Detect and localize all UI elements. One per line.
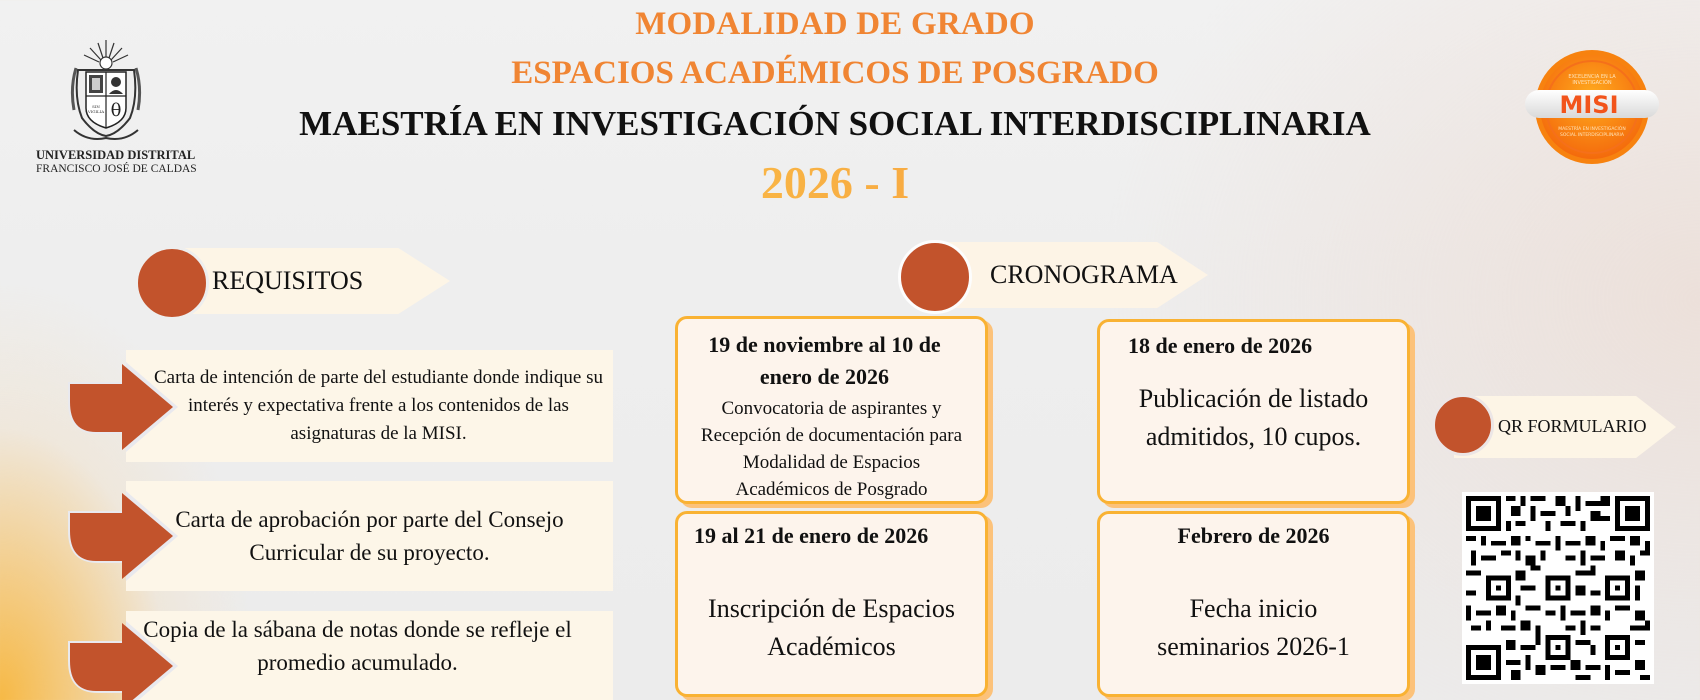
svg-text:MISI: MISI [1559,91,1619,119]
svg-text:MAESTRÍA EN INVESTIGACIÓN: MAESTRÍA EN INVESTIGACIÓN [1558,127,1626,132]
university-crest-icon [68,38,144,146]
requisito-item-2 [68,481,613,591]
requisito-text-2: Carta de aprobación por parte del Consejo Curricular de su proyecto. [126,481,613,591]
university-logo [36,38,197,175]
requisitos-circle-icon [135,246,209,320]
university-subname: FRANCISCO JOSÉ DE CALDAS [36,163,197,175]
requisito-item-3 [68,611,613,700]
section-header-requisitos [135,246,450,316]
title-period: 2026 - I [0,156,1670,209]
requisito-text-1: Carta de intención de parte del estudiante donde indique su interés y expectativa frente a los contenidos de las asignaturas de la MISI. [126,350,613,462]
cronograma-card-4 [1097,511,1410,697]
university-name: UNIVERSIDAD DISTRITAL [36,148,196,162]
qr-circle-icon [1432,394,1494,456]
svg-text:SIN: SIN [92,104,100,109]
arrow-icon [68,491,183,581]
svg-text:θ: θ [110,100,122,121]
qr-title: QR FORMULARIO [1498,415,1647,436]
section-header-cronograma [898,240,1208,310]
qr-code-icon [1466,496,1650,680]
arrow-icon [68,362,183,452]
cronograma-card-2 [1097,319,1410,504]
event-date: 19 de noviembre al 10 de enero de 2026 [708,332,941,389]
svg-text:VIGILIA: VIGILIA [87,109,105,114]
requisito-text-3: Copia de la sábana de notas donde se refleje el promedio acumulado. [126,611,613,700]
cronograma-card-1 [675,316,988,504]
title-espacios: ESPACIOS ACADÉMICOS DE POSGRADO [511,55,1159,91]
event-date: Febrero de 2026 [1177,523,1330,548]
event-description: Publicación de listado admitidos, 10 cupos. [1138,384,1369,451]
cronograma-card-3 [675,511,988,697]
requisitos-title: REQUISITOS [212,266,364,295]
arrow-icon [68,621,183,700]
cronograma-circle-icon [898,240,972,314]
title-maestria: MAESTRÍA EN INVESTIGACIÓN SOCIAL INTERDISCIPLINARIA [299,104,1371,143]
event-date: 19 al 21 de enero de 2026 [694,523,929,548]
svg-text:SOCIAL INTERDISCIPLINARIA: SOCIAL INTERDISCIPLINARIA [1560,133,1624,138]
misi-logo-icon [1525,48,1659,166]
event-description: Convocatoria de aspirantes y Recepción de documentación para Modalidad de Espacios Académicos de Posgrado [700,398,963,500]
title-modalidad: MODALIDAD DE GRADO [635,6,1035,42]
misi-badge [1525,48,1659,166]
section-header-qr [1432,394,1684,458]
requisito-item-1 [68,350,613,462]
svg-text:EXCELENCIA EN LA: EXCELENCIA EN LA [1568,74,1616,80]
qr-code[interactable] [1462,492,1654,684]
cronograma-title: CRONOGRAMA [990,260,1178,289]
event-description: Fecha inicio seminarios 2026-1 [1157,594,1350,661]
event-date: 18 de enero de 2026 [1128,333,1313,358]
svg-text:INVESTIGACIÓN: INVESTIGACIÓN [1572,80,1612,86]
event-description: Inscripción de Espacios Académicos [708,594,955,661]
